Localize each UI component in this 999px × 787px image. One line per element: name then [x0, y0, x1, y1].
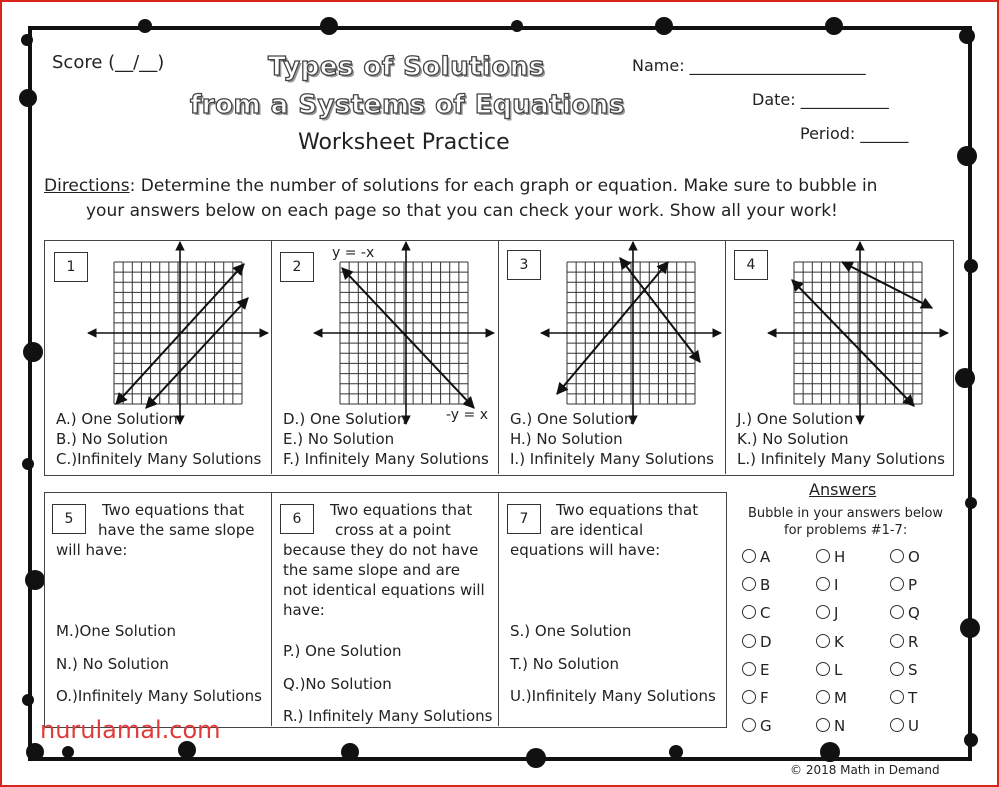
- option-Q: Q.)No Solution: [283, 675, 392, 693]
- bubble-letter: J: [834, 604, 839, 623]
- bubble-circle[interactable]: [816, 718, 830, 732]
- problem-number-5: 5: [52, 504, 86, 534]
- answer-bubble-s[interactable]: [890, 661, 918, 679]
- problem-number-4: 4: [734, 250, 768, 280]
- q6-text-4: the same slope and are: [283, 561, 460, 579]
- date-field: Date: ___________: [752, 90, 889, 109]
- bubble-letter: I: [834, 576, 839, 595]
- answer-bubble-h[interactable]: [816, 548, 845, 566]
- answer-bubble-c[interactable]: [742, 604, 770, 622]
- answers-title: Answers: [809, 480, 877, 499]
- option-O: O.)Infinitely Many Solutions: [56, 687, 263, 705]
- answer-bubble-k[interactable]: [816, 633, 844, 651]
- problem-number-3: 3: [507, 250, 541, 280]
- answer-bubble-u[interactable]: [890, 717, 919, 735]
- option-U: U.)Infinitely Many Solutions: [510, 687, 716, 705]
- bubble-letter: R: [908, 632, 919, 651]
- bubble-letter: T: [908, 689, 918, 707]
- answer-bubble-f[interactable]: [742, 689, 769, 707]
- bubble-circle[interactable]: [742, 662, 756, 676]
- answer-bubble-q[interactable]: [890, 604, 920, 622]
- bubble-letter: M: [834, 689, 847, 707]
- option-E: E.) No Solution: [283, 430, 395, 448]
- bubble-circle[interactable]: [742, 549, 756, 563]
- answer-bubble-e[interactable]: [742, 661, 769, 679]
- directions-text1: : Determine the number of solutions for each graph or equation. Make sure to bubble in: [129, 176, 878, 196]
- graph-line: [342, 268, 474, 408]
- bubble-circle[interactable]: [890, 634, 904, 648]
- graph2-label-bottom: -y = x: [446, 407, 489, 423]
- bubble-circle[interactable]: [890, 549, 904, 563]
- q5-text-3: will have:: [56, 541, 128, 559]
- bubble-circle[interactable]: [816, 662, 830, 676]
- option-F: F.) Infinitely Many Solutions: [283, 450, 489, 468]
- bubble-letter: L: [834, 660, 843, 679]
- bubble-circle[interactable]: [816, 549, 830, 563]
- name-field: Name: ______________________: [632, 56, 866, 75]
- bubble-circle[interactable]: [742, 605, 756, 619]
- bubble-letter: E: [760, 660, 770, 679]
- page-title-line1: Types of Solutions: [268, 52, 545, 82]
- option-I: I.) Infinitely Many Solutions: [510, 450, 714, 468]
- bubble-letter: A: [760, 548, 771, 566]
- bubble-letter: P: [908, 576, 918, 595]
- answer-bubble-i[interactable]: [816, 576, 838, 594]
- bubble-circle[interactable]: [890, 577, 904, 591]
- option-C: C.)Infinitely Many Solutions: [56, 450, 262, 468]
- bubble-circle[interactable]: [742, 718, 756, 732]
- bubble-circle[interactable]: [816, 690, 830, 704]
- option-H: H.) No Solution: [510, 430, 623, 448]
- q7-text-3: equations will have:: [510, 541, 661, 559]
- problem-number-1: 1: [54, 252, 88, 282]
- option-T: T.) No Solution: [510, 655, 620, 673]
- bubble-letter: H: [834, 548, 846, 566]
- bubble-letter: Q: [908, 604, 920, 623]
- q6-text-2: cross at a point: [335, 521, 451, 539]
- option-K: K.) No Solution: [737, 430, 849, 448]
- graph-line: [620, 258, 700, 362]
- answer-bubble-j[interactable]: [816, 604, 838, 622]
- divider: [271, 492, 272, 726]
- option-R: R.) Infinitely Many Solutions: [283, 707, 493, 725]
- answer-bubble-l[interactable]: [816, 661, 842, 679]
- option-P: P.) One Solution: [283, 642, 402, 660]
- bubble-circle[interactable]: [890, 718, 904, 732]
- problem-number-2: 2: [280, 252, 314, 282]
- option-J: J.) One Solution: [737, 410, 854, 428]
- answers-instr-2: for problems #1-7:: [784, 523, 908, 538]
- bubble-circle[interactable]: [742, 634, 756, 648]
- answer-bubble-d[interactable]: [742, 633, 772, 651]
- problem-number-6: 6: [280, 504, 314, 534]
- bubble-letter: G: [760, 717, 772, 736]
- option-A: A.) One Solution: [56, 410, 178, 428]
- answer-bubble-m[interactable]: [816, 689, 847, 707]
- q6-text-3: because they do not have: [283, 541, 479, 559]
- bubble-letter: O: [908, 548, 920, 566]
- q6-text-5: not identical equations will: [283, 581, 485, 599]
- score-field: Score (__/__): [52, 52, 165, 73]
- bubble-letter: D: [760, 632, 772, 651]
- bubble-circle[interactable]: [890, 605, 904, 619]
- q6-text-6: have:: [283, 601, 325, 619]
- graph-line: [842, 262, 932, 308]
- directions-label: Directions: [44, 176, 130, 196]
- answer-bubble-p[interactable]: [890, 576, 917, 594]
- answer-bubble-r[interactable]: [890, 633, 918, 651]
- answers-instr-1: Bubble in your answers below: [748, 506, 944, 521]
- page-subtitle: Worksheet Practice: [298, 130, 510, 155]
- option-B: B.) No Solution: [56, 430, 168, 448]
- q5-text-2: have the same slope: [98, 521, 255, 539]
- divider: [498, 492, 499, 726]
- page-title-line2: from a Systems of Equations: [190, 90, 625, 120]
- bubble-letter: S: [908, 660, 918, 679]
- option-S: S.) One Solution: [510, 622, 632, 640]
- bubble-letter: B: [760, 576, 771, 595]
- option-G: G.) One Solution: [510, 410, 634, 428]
- period-field: Period: ______: [800, 124, 909, 143]
- answer-bubble-n[interactable]: [816, 717, 845, 735]
- bubble-letter: N: [834, 717, 846, 736]
- bubble-letter: K: [834, 632, 844, 651]
- option-M: M.)One Solution: [56, 622, 176, 640]
- bubble-circle[interactable]: [816, 577, 830, 591]
- bubble-circle[interactable]: [890, 662, 904, 676]
- answer-bubble-b[interactable]: [742, 576, 770, 594]
- option-L: L.) Infinitely Many Solutions: [737, 450, 945, 468]
- bubble-letter: C: [760, 604, 771, 623]
- answer-bubble-t[interactable]: [890, 689, 917, 707]
- bubble-letter: F: [760, 689, 769, 707]
- bubble-circle[interactable]: [890, 690, 904, 704]
- directions-line2: your answers below on each page so that you can check your work. Show all your work!: [86, 201, 838, 221]
- bubble-circle[interactable]: [742, 577, 756, 591]
- bubble-letter: U: [908, 717, 919, 736]
- bubble-circle[interactable]: [742, 690, 756, 704]
- q6-text-1: Two equations that: [330, 501, 473, 519]
- problem-number-7: 7: [507, 504, 541, 534]
- option-D: D.) One Solution: [283, 410, 407, 428]
- copyright: © 2018 Math in Demand: [790, 763, 940, 777]
- watermark: nurulamal.com: [40, 716, 221, 744]
- q7-text-2: are identical: [550, 521, 644, 539]
- bubble-circle[interactable]: [816, 634, 830, 648]
- graph2-label-top: y = -x: [332, 245, 375, 261]
- q7-text-1: Two equations that: [556, 501, 699, 519]
- answer-bubble-g[interactable]: [742, 717, 772, 735]
- answer-bubble-o[interactable]: [890, 548, 920, 566]
- bubble-circle[interactable]: [816, 605, 830, 619]
- answer-bubble-a[interactable]: [742, 548, 770, 566]
- option-N: N.) No Solution: [56, 655, 169, 673]
- q5-text-1: Two equations that: [102, 501, 245, 519]
